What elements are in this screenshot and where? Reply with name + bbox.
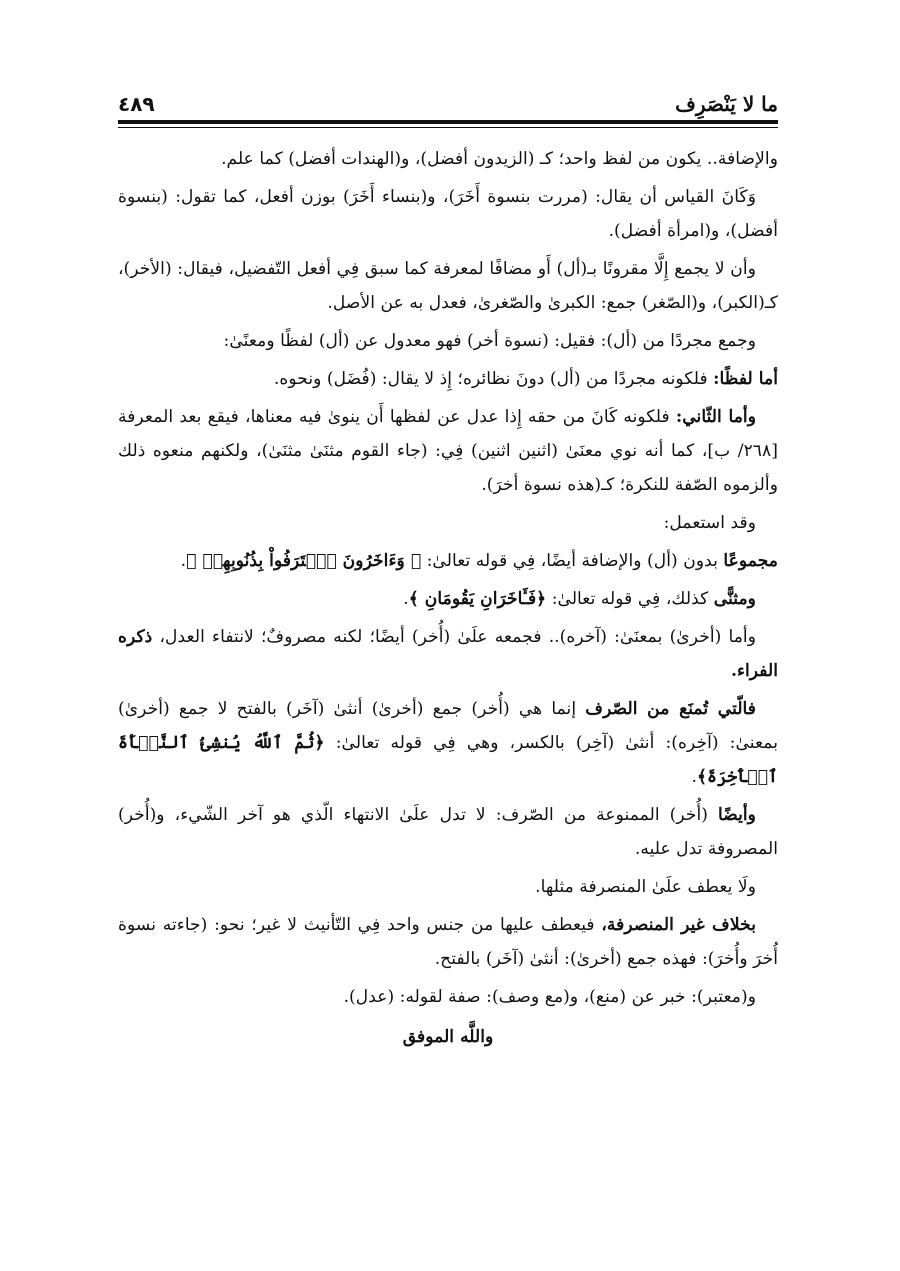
- closing-line: واللَّه الموفق: [402, 1027, 494, 1047]
- paragraph-6-text: فلكونه كَانَ من حقه إِذا عدل عن لفظها أَن ينوىٰ فيه معناها، فيقع بعد المعرفة [٢٦٨/ ب]، كما أنه نوي معنَىٰ (اثنين اثنين) فِي: (جاء القوم مثنَىٰ مثنَىٰ)، ولكنهم منعوه ذلك وألزموه الصّفة للنكرة؛ كـ(هذه نسوة أخرَ).: [118, 407, 778, 495]
- paragraph-10-tail: ذكره الفراء.: [118, 627, 778, 681]
- paragraph-11-lead: فالّتي تُمنَع من الصّرف: [585, 699, 757, 719]
- paragraph-5-text: فلكونه مجردًا من (أل) دونَ نظائره؛ إِذ لا يقال: (فُضَل) ونحوه.: [273, 369, 714, 389]
- header-rule-thin: [118, 127, 778, 128]
- paragraph-5-lead: أما لفظًا:: [713, 369, 778, 389]
- paragraph-2: وَكَانَ القياس أن يقال: (مررت بنسوة أَخَرَ)، و(بنساء أَخَرَ) بوزن أفعل، كما تقول: (بنسوة أفضل)، و(امرأة أفضل).: [118, 187, 778, 241]
- paragraph-1: والإضافة.. يكون من لفظ واحد؛ كـ (الزيدون أفضل)، و(الهندات أفضل) كما علم.: [221, 149, 778, 169]
- paragraph-12-text: (أُخر) الممنوعة من الصّرف: لا تدل علَىٰ الانتهاء الّذي هو آخر الشّيء، و(أُخر) المصروفة تدل عليه.: [118, 805, 778, 859]
- paragraph-5: [118, 362, 778, 396]
- paragraph-9: [118, 582, 778, 616]
- chapter-title: ما لا يَنْصَرِف: [675, 92, 778, 116]
- page-number: ٤٨٩: [118, 92, 155, 116]
- paragraph-6: [118, 400, 778, 502]
- paragraph-15: و(معتبر): خبر عن (منع)، و(مع وصف): صفة لقوله: (عدل).: [343, 987, 756, 1007]
- paragraph-8-text: بدون (أل) والإضافة أيضًا، فِي قوله تعالىٰ:: [421, 551, 724, 571]
- paragraph-14: [118, 908, 778, 976]
- page-header: [118, 76, 778, 116]
- paragraph-10-text: وأما (أخرىٰ) بمعنَىٰ: (آخره).. فجمعه علَىٰ (أُخر) أيضًا؛ لكنه مصروفٌ؛ لانتفاء العدل،: [152, 627, 756, 647]
- page-body: [118, 142, 778, 1058]
- paragraph-6-lead: وأما الثّاني:: [675, 407, 756, 427]
- paragraph-7: وقد استعمل:: [663, 513, 756, 533]
- paragraph-11-end: .: [691, 767, 697, 787]
- paragraph-14-lead: بخلاف غير المنصرفة،: [601, 915, 756, 935]
- paragraph-9-lead: ومثنًّى: [713, 589, 756, 609]
- paragraph-8-end: .: [180, 551, 187, 571]
- paragraph-14-text: فيعطف عليها من جنس واحد فِي التّأنيث لا غير؛ نحو: (جاءته نسوة أُخرَ وأُخرَ): فهذه جمع (أخرىٰ): أنثىٰ (آخَر) بالفتح.: [118, 915, 778, 969]
- paragraph-11: [118, 692, 778, 794]
- quran-verse-3: ﴿ثُمَّ ٱللَّهُ يُنشِئُ ٱلنَّشۡأَةَ ٱلۡأٓخِرَةَ﴾: [118, 733, 778, 787]
- paragraph-11-text: إنما هي (أُخر) جمع (أخرىٰ) أنثىٰ (آخَر) بالفتح لا جمع (أخرىٰ) بمعنىٰ: (آخِره): أنثىٰ (آخِر) بالكسر، وهي فِي قوله تعالىٰ:: [118, 699, 778, 753]
- paragraph-10: [118, 620, 778, 688]
- paragraph-9-end: .: [403, 589, 409, 609]
- paragraph-8-lead: مجموعًا: [723, 551, 778, 571]
- paragraph-4: وجمع مجردًا من (أل): فقيل: (نسوة أخر) فهو معدول عن (أل) لفظًا ومعنًىٰ:: [223, 331, 756, 351]
- paragraph-9-text: كذلك، فِي قوله تعالىٰ:: [546, 589, 714, 609]
- quran-verse-2: ﴿فَـَٔاخَرَانِ يَقُومَانِ ﴾: [408, 589, 547, 609]
- header-rule-thick: [118, 120, 778, 124]
- quran-verse-1: ﴿ وَءَاخَرُونَ ٱعۡتَرَفُواْ بِذُنُوبِهِمۡ ﴾: [186, 551, 422, 571]
- paragraph-12-lead: وأيضًا: [717, 805, 756, 825]
- paragraph-3: وأن لا يجمع إِلَّا مقرونًا بـ(أل) أَو مضافًا لمعرفة كما سبق فِي أفعل التّفضيل، فيقال: (الأخر)، كـ(الكبر)، و(الصّغر) جمع: الكبرىٰ والصّغرىٰ، فعدل به عن الأصل.: [118, 259, 778, 313]
- paragraph-12: [118, 798, 778, 866]
- paragraph-8: [118, 544, 778, 578]
- paragraph-13: ولَا يعطف علَىٰ المنصرفة مثلها.: [535, 877, 756, 897]
